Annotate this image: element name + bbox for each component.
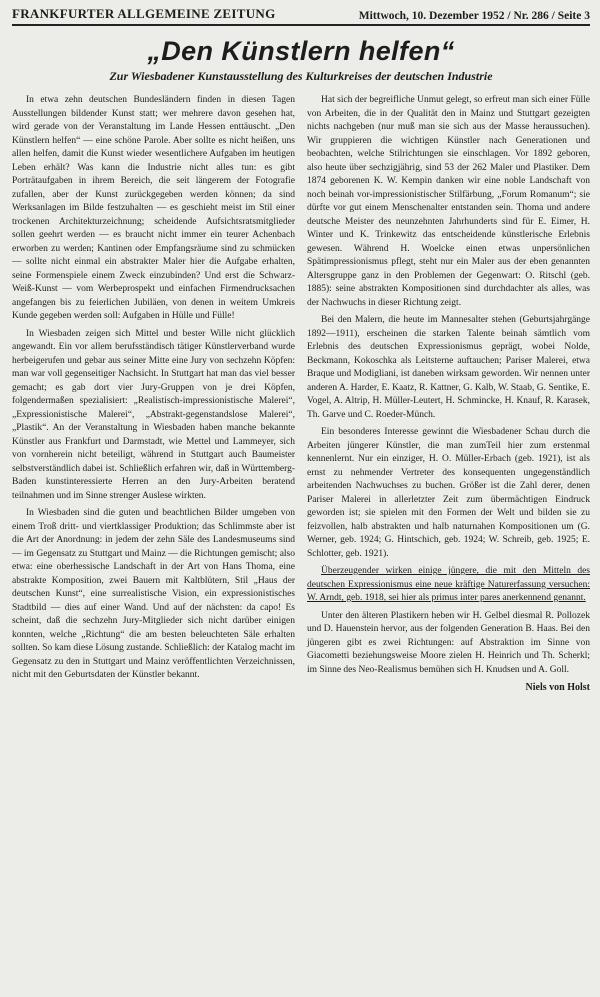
right-paragraph-2: Bei den Malern, die heute im Mannesalter stehen (Geburtsjahrgänge 1892—1911), erscheinen die starken Talente beinah sämtlich vom Erlebnis des deutschen Expressionismus geprägt, wobei Nolde, Beckmann, Kokoschka als Leitsterne auftauchen; Pariser Malerei, etwa Braque und Modigliani, ist daneben wirksam geworden. Wir nennen unter anderen A. Harder, E. Kaatz, R. Kattner, G. Kalb, W. Staab, G. Sentike, E. Vogel, A. Altrip, H. Müller-Leutert, H. Schmincke, H. Knauf, R. Karasek, Th. Garve und C. Roeder-Münch.	[307, 315, 590, 420]
right-paragraph-1: Hat sich der begreifliche Unmut gelegt, so erfreut man sich einer Fülle von Arbeiten, die in der Qualität den in Mainz und Stuttgart gezeigten nichts nachgeben (nur muß man sie sich aus der Masse heraussuchen). Wir gruppieren die wichtigen Künstler nach Generationen und beobachten, welche Stilrichtungen sie einschlagen. Vor 1892 geboren, also heute über sechzigjährig, sind 53 der 262 Maler und Plastiker. Dem 1874 geborenen K. W. Kempin danken wir eine noble Landschaft von noch beinah vor-impressionistischer Stilfärbung, „Forum Romanum“; sie dürfte vor gut einem Menschenalter entstanden sein. Thoma und andere deutsche Meister des neunzehnten Jahrhunderts sind für E. Eimer, H. Winter und K. Trinkewitz das entscheidende künstlerische Erlebnis gewesen. Während H. Woelcke einen etwas unpersönlichen Spätimpressionismus pflegt, steht nur ein Maler aus der eben genannten Altersgruppe ganz in den Problemen der Gegenwart: O. Ritschl (geb. 1885): seine abstrakten Kompositionen sind durchdachter als alles, was der Nachwuchs in dieser Richtung zeigt.	[307, 95, 590, 308]
right-paragraph-4-underlined: Überzeugender wirken einige jüngere, die mit den Mitteln des deutschen Expressionismus eine neue kräftige Naturerfassung versuchen: W. Arndt, geb. 1918, sei hier als primus inter pares anerkennend genannt.	[307, 566, 590, 603]
masthead	[12, 6, 590, 26]
issue-date-line: Mittwoch, 10. Dezember 1952 / Nr. 286 / Seite 3	[358, 10, 590, 22]
left-paragraph-1: In etwa zehn deutschen Bundesländern finden in diesen Tagen Ausstellungen bildender Kunst statt; wer mehrere davon gesehen hat, wird gerade von der Veranstaltung im Lande Hessen enttäuscht. „Den Künstlern helfen“ — eine schöne Parole. Aber sollte es nicht heißen, uns allen helfen, damit die Kunst wieder wesentlichere Aufgaben im heutigen Leben erhält? Was kann die Industrie nicht alles tun: es gibt Porträtaufgaben in ihrem Bereich, die seit längerem der Fotografie zufallen, aber der Kunst zurückgegeben werden können; da sind Werksanlagen im Bilde festzuhalten — es geschieht meist im Stil einer trockenen Architekturzeichnung; scheidende Aufsichtsratsmitglieder sollen geehrt werden — es braucht nicht immer ein teurer Achenbach erworben zu werden; Kantinen oder Empfangsräume sind zu schmücken — sollte nicht einmal ein abstrakter Maler hier die Aufgabe erhalten, seine Formenspiele einem Zweck einzubinden? Und erst die Schwarz-Weiß-Kunst — vom Werbeprospekt und einfachen Firmendrucksachen angefangen bis zu feierlichen Jubiläen, von denen in weitem Umkreis Kunde gegeben werden soll: Aufgaben in Hülle und Fülle!	[12, 95, 295, 321]
left-paragraph-2: In Wiesbaden zeigen sich Mittel und bester Wille nicht glücklich angewandt. Ein vor allem berufsständisch tätiger Künstlerverband wurde herbeigerufen und gebar aus seiner Mitte eine Jury von sechzehn Köpfen: man war voll gegenseitiger Nachsicht. In Stuttgart hat man das viel besser gemacht; es gab dort vier Jury-Gruppen von je drei Köpfen, folgendermaßen spezialisiert: „Realistisch-impressionistische Malerei“, „Expressionistische Malerei“, „Abstrakt-gegenstandslose Malerei“, „Plastik“. An der Veranstaltung in Wiesbaden haben manche bekannte Künstler aus Frankfurt und Darmstadt, wie Mettel und Lammeyer, sich von vornherein nicht beteiligt, während in Stuttgart auch Baumeister selbstverständlich dabei ist. Schließlich erfahren wir, daß in Württemberg-Baden kunstinteressierte Herren an den Jury-Arbeiten beratend teilnahmen und im Sinne strenger Auslese wirkten.	[12, 328, 295, 501]
right-column	[307, 94, 590, 695]
newspaper-name: FRANKFURTER ALLGEMEINE ZEITUNG	[12, 6, 276, 21]
right-paragraph-5: Unter den älteren Plastikern heben wir H. Gelbel diesmal R. Pollozek und D. Hauenstein hervor, aus der folgenden Generation B. Haas. Bei den jüngeren gibt es zwei Richtungen: auf Abstraktion im Sinne von Giacometti beziehungsweise Moore zielen H. Heinrich und Th. Scherkl; im Sinne des Neo-Realismus bemühen sich H. Knudsen und A. Goll.	[307, 610, 590, 675]
article-body	[12, 94, 590, 695]
headline: „Den Künstlern helfen“	[147, 36, 455, 66]
left-paragraph-3: In Wiesbaden sind die guten und beachtlichen Bilder umgeben von einem Troß dritt- und viertklassiger Produktion; das Schlimmste aber ist die Art der Anordnung: in jedem der zehn Säle des Landesmuseums sind — im Gegensatz zu Stuttgart und Mainz — die Richtungen gemischt; also etwa: eine oberhessische Landschaft in der Art von Hans Thoma, eine abstrakte Komposition, zwei Bauern mit Kaltblütern, Stil „Haus der deutschen Kunst“, eine surrealistische Vision, ein expressionistisches Stadtbild — dies auf einer Wand. Und auf der nächsten: da capo! Es scheint, daß die sechzehn Jury-Mitglieder sich nicht darüber einigen konnten, welche „Richtung“ die am besten beleuchteten Säle erhalten sollten. So kam diese Lösung zustande. Schließlich: der Katalog macht im Gegensatz zu den in Stuttgart und Mainz veröffentlichten Verzeichnissen, nicht mit den Geburtsdaten der Künstler bekannt.	[12, 508, 295, 680]
right-paragraph-3: Ein besonderes Interesse gewinnt die Wiesbadener Schau durch die Arbeiten jüngerer Künstler, die man zumTeil hier zum erstenmal kennenlernt. Nur ein einziger, H. O. Müller-Erbach (geb. 1921), ist als ernst zu nehmender Vertreter des konsequenten ungegenständlich arbeitenden Nachwuchses zu buchen. Größer ist die Zahl derer, denen Pariser Malerei in allerletzter Zeit zum übermächtigen Eindruck geworden ist; sie spielen mit den Formen der Welt und bilden sie zu feizvollen, halb abstrakten und halb naturnahen Kompositionen um (G. Werner, geb. 1924; G. Hintschich, geb. 1924; W. Schreib, geb. 1925; E. Schlotter, geb. 1921).	[307, 427, 590, 559]
subheadline: Zur Wiesbadener Kunstausstellung des Kulturkreises der deutschen Industrie	[109, 69, 493, 83]
left-column	[12, 94, 295, 695]
author-byline: Niels von Holst	[525, 682, 590, 693]
